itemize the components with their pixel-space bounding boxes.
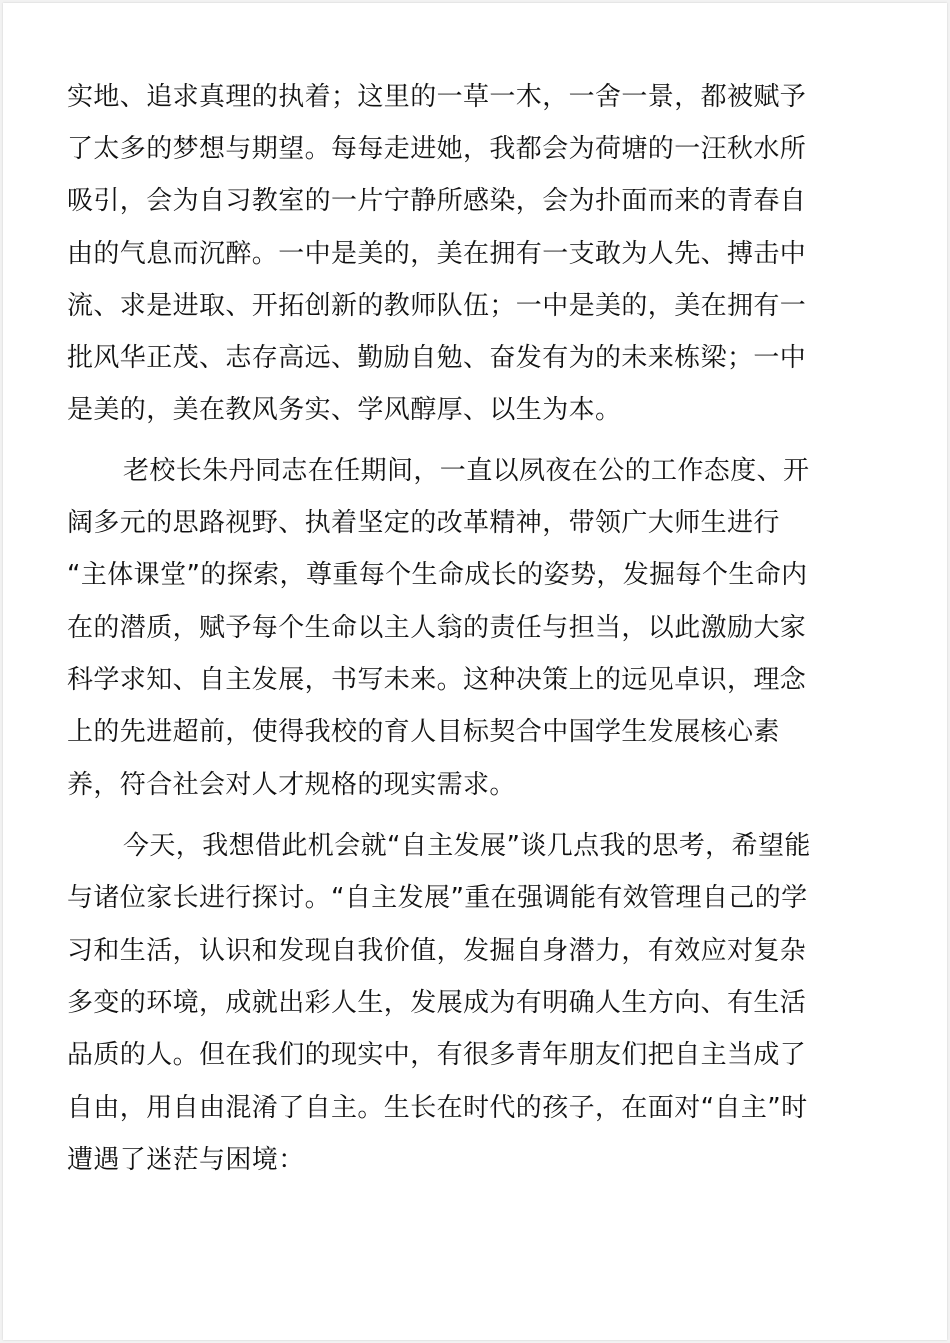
- text-line: 阔多元的思路视野、执着坚定的改革精神，带领广大师生进行: [67, 508, 780, 538]
- text-line: 在的潜质，赋予每个生命以主人翁的责任与担当，以此激励大家: [67, 613, 807, 643]
- text-line: 流、求是进取、开拓创新的教师队伍；一中是美的，美在拥有一: [67, 291, 807, 321]
- text-line: “主体课堂”的探索，尊重每个生命成长的姿势，发掘每个生命内: [67, 560, 808, 590]
- text-line: 由的气息而沉醉。一中是美的，美在拥有一支敢为人先、搏击中: [67, 239, 807, 269]
- document-page: [3, 3, 947, 1340]
- text-line: 是美的，美在教风务实、学风醇厚、以生为本。: [67, 395, 622, 425]
- text-line: 养，符合社会对人才规格的现实需求。: [67, 770, 516, 800]
- text-line: 遭遇了迷茫与困境：: [67, 1145, 305, 1175]
- text-line: 习和生活，认识和发现自我价值，发掘自身潜力，有效应对复杂: [67, 936, 807, 966]
- text-line: 吸引，会为自习教室的一片宁静所感染，会为扑面而来的青春自: [67, 186, 807, 216]
- text-line: 品质的人。但在我们的现实中，有很多青年朋友们把自主当成了: [67, 1040, 807, 1070]
- text-line: 多变的环境，成就出彩人生，发展成为有明确人生方向、有生活: [67, 988, 807, 1018]
- text-line: 了太多的梦想与期望。每每走进她，我都会为荷塘的一汪秋水所: [67, 134, 807, 164]
- text-line: 实地、追求真理的执着；这里的一草一木，一舍一景，都被赋予: [67, 82, 807, 112]
- text-line: 科学求知、自主发展，书写未来。这种决策上的远见卓识，理念: [67, 665, 807, 695]
- text-line: 批风华正茂、志存高远、勤励自勉、奋发有为的未来栋梁；一中: [67, 343, 807, 373]
- text-line: 上的先进超前，使得我校的育人目标契合中国学生发展核心素: [67, 717, 780, 747]
- text-line: 与诸位家长进行探讨。“自主发展”重在强调能有效管理自己的学: [67, 883, 808, 913]
- text-line: 老校长朱丹同志在任期间，一直以夙夜在公的工作态度、开: [123, 456, 810, 486]
- text-line: 今天，我想借此机会就“自主发展”谈几点我的思考，希望能: [123, 831, 811, 861]
- text-line: 自由，用自由混淆了自主。生长在时代的孩子，在面对“自主”时: [67, 1093, 808, 1123]
